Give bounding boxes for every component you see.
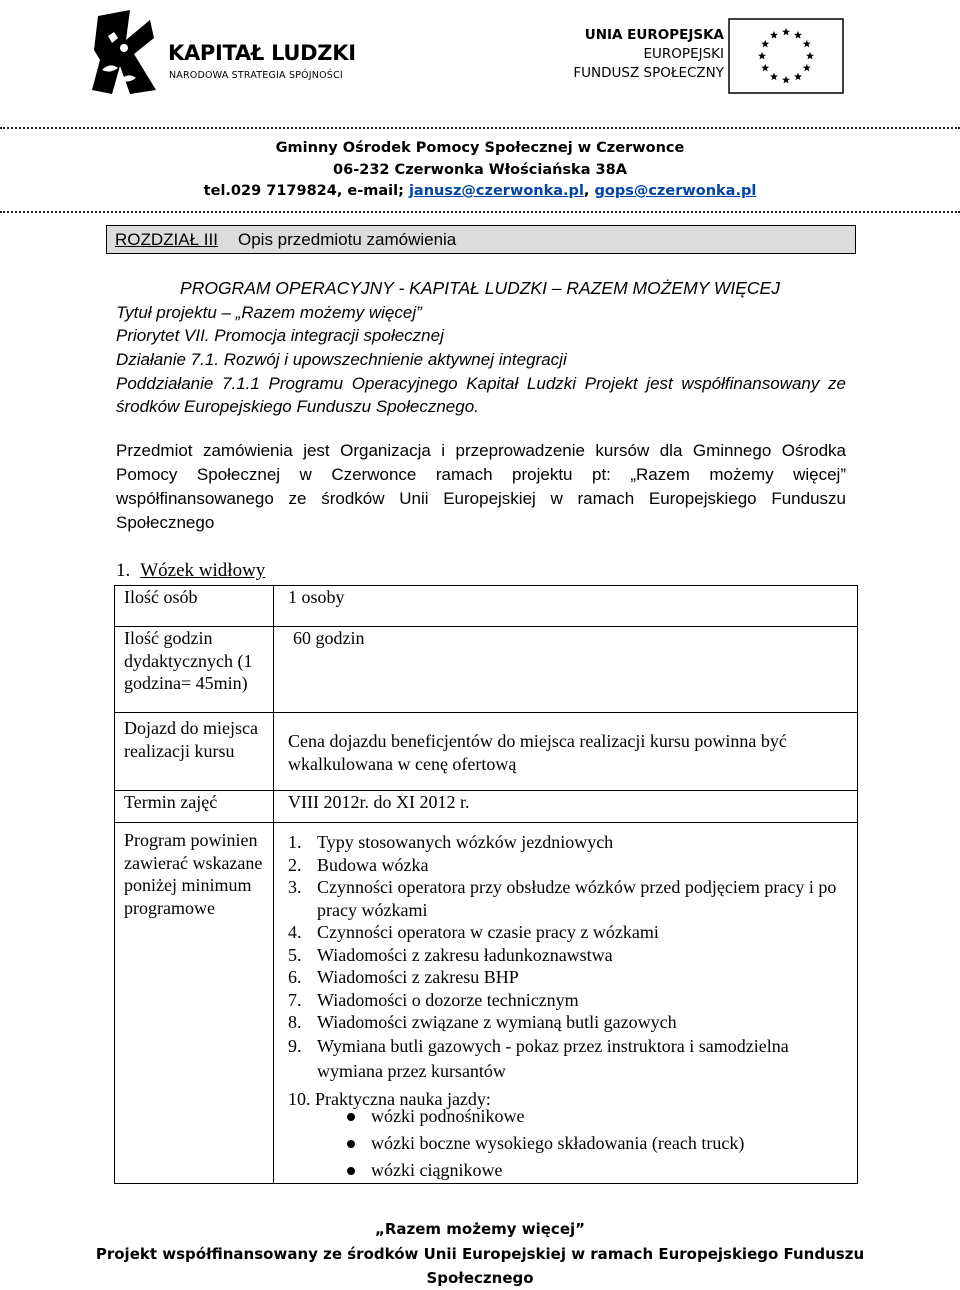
program-title: PROGRAM OPERACYJNY - KAPITAŁ LUDZKI – RAZEM MOŻEMY WIĘCEJ — [180, 278, 780, 298]
eu-logo-line2: EUROPEJSKI — [643, 46, 724, 62]
list-item: 1. Typy stosowanych wózków jezdniowych — [288, 832, 614, 852]
org-phone: tel.029 7179824, e-mail; — [203, 183, 409, 199]
row-label-program: Program powinien zawierać wskazane poniżej minimum programowe — [124, 830, 263, 918]
header-dotted-rule-bottom — [0, 211, 960, 213]
program-line-funding: środków Europejskiego Funduszu Społecznego. — [116, 397, 479, 416]
list-item: 5. Wiadomości z zakresu ładunkoznawstwa — [288, 944, 613, 965]
kapital-ludzki-subtitle: NARODOWA STRATEGIA SPÓJNOŚCI — [169, 70, 343, 81]
section-heading-box — [106, 225, 856, 254]
kapital-ludzki-title: KAPITAŁ LUDZKI — [168, 41, 356, 65]
row-label-transport: Dojazd do miejsca realizacji kursu — [124, 718, 258, 761]
eu-logo-line3: FUNDUSZ SPOŁECZNY — [573, 65, 724, 81]
driving-practice-bullets — [343, 1103, 744, 1184]
bullet-item: wózki podnośnikowe — [343, 1103, 744, 1130]
org-name: Gminny Ośrodek Pomocy Społecznej w Czerwonce — [275, 140, 685, 156]
footer-funding-line-1: Projekt współfinansowany ze środków Unii Europejskiej w ramach Europejskiego Funduszu — [95, 1245, 865, 1263]
program-line-priority: Priorytet VII. Promocja integracji społecznej — [116, 326, 444, 345]
list-item: 9. Wymiana butli gazowych - pokaz przez instruktora i samodzielna wymiana przez kursantów — [288, 1035, 789, 1081]
program-line-subaction: Poddziałanie 7.1.1 Programu Operacyjnego Kapitał Ludzki Projekt jest współfinansowany ze — [116, 374, 846, 393]
course-name: Wózek widłowy — [140, 560, 266, 581]
course-details-table — [114, 585, 858, 1184]
org-contact — [0, 183, 960, 199]
row-value-transport: Cena dojazdu beneficjentów do miejsca realizacji kursu powinna być wkalkulowana w cenę ofertową — [288, 731, 787, 774]
list-item: 7. Wiadomości o dozorze technicznym — [288, 989, 579, 1010]
program-line-project-title: Tytuł projektu – „Razem możemy więcej” — [116, 303, 422, 322]
paragraph-line-2: Pomocy Społecznej w Czerwonce ramach projektu pt: „Razem możemy więcej” — [116, 465, 846, 484]
table-row-divider — [115, 712, 857, 713]
paragraph-line-3: współfinansowanego ze środków Unii Europejskiej w ramach Europejskiego Funduszu — [116, 489, 846, 508]
list-item: 3. Czynności operatora przy obsłudze wózków przed podjęciem pracy i po pracy wózkami — [288, 877, 837, 920]
header-dotted-rule-top — [0, 127, 960, 129]
list-item: 8. Wiadomości związane z wymianą butli gazowych — [288, 1012, 677, 1032]
eu-flag-icon — [728, 18, 844, 94]
program-line-action: Działanie 7.1. Rozwój i upowszechnienie aktywnej integracji — [116, 350, 567, 369]
kapital-ludzki-symbol-icon — [90, 10, 158, 94]
list-item: 10. Praktyczna nauka jazdy: — [288, 1088, 491, 1109]
paragraph-line-1: Przedmiot zamówienia jest Organizacja i przeprowadzenie kursów dla Gminnego Ośrodka — [116, 441, 846, 460]
email-link-gops[interactable]: gops@czerwonka.pl — [594, 183, 757, 199]
row-value-participants: 1 osoby — [288, 587, 345, 607]
row-value-hours: 60 godzin — [293, 628, 365, 648]
section-title: Opis przedmiotu zamówienia — [238, 230, 457, 249]
row-label-hours: Ilość godzin dydaktycznych (1 godzina= 45min) — [124, 628, 253, 693]
eu-logo — [560, 18, 850, 98]
list-item: 2. Budowa wózka — [288, 854, 429, 875]
paragraph-line-4: Społecznego — [116, 513, 215, 532]
course-number: 1. — [116, 560, 131, 581]
table-column-divider — [273, 586, 274, 1183]
row-label-participants: Ilość osób — [124, 587, 198, 607]
footer-slogan: „Razem możemy więcej” — [375, 1220, 585, 1238]
table-row-divider — [115, 822, 857, 823]
list-item: 4. Czynności operatora w czasie pracy z wózkami — [288, 922, 659, 942]
bullet-item: wózki boczne wysokiego składowania (reach truck) — [343, 1130, 744, 1157]
footer-funding-line-2: Społecznego — [426, 1269, 534, 1287]
program-topics-list — [288, 831, 848, 1110]
org-address: 06-232 Czerwonka Włościańska 38A — [333, 162, 627, 178]
list-item: 6. Wiadomości z zakresu BHP — [288, 967, 519, 987]
kapital-ludzki-logo — [90, 10, 360, 94]
eu-logo-line1: UNIA EUROPEJSKA — [584, 27, 724, 43]
row-label-schedule: Termin zajęć — [124, 792, 218, 812]
eu-logo-text — [573, 26, 724, 83]
email-separator: , — [583, 183, 595, 199]
row-value-schedule: VIII 2012r. do XI 2012 r. — [288, 792, 470, 812]
course-heading — [116, 560, 265, 582]
email-link-janusz[interactable]: janusz@czerwonka.pl — [408, 183, 584, 199]
bullet-item: wózki ciągnikowe — [343, 1157, 744, 1184]
section-number: ROZDZIAŁ III — [115, 230, 218, 249]
